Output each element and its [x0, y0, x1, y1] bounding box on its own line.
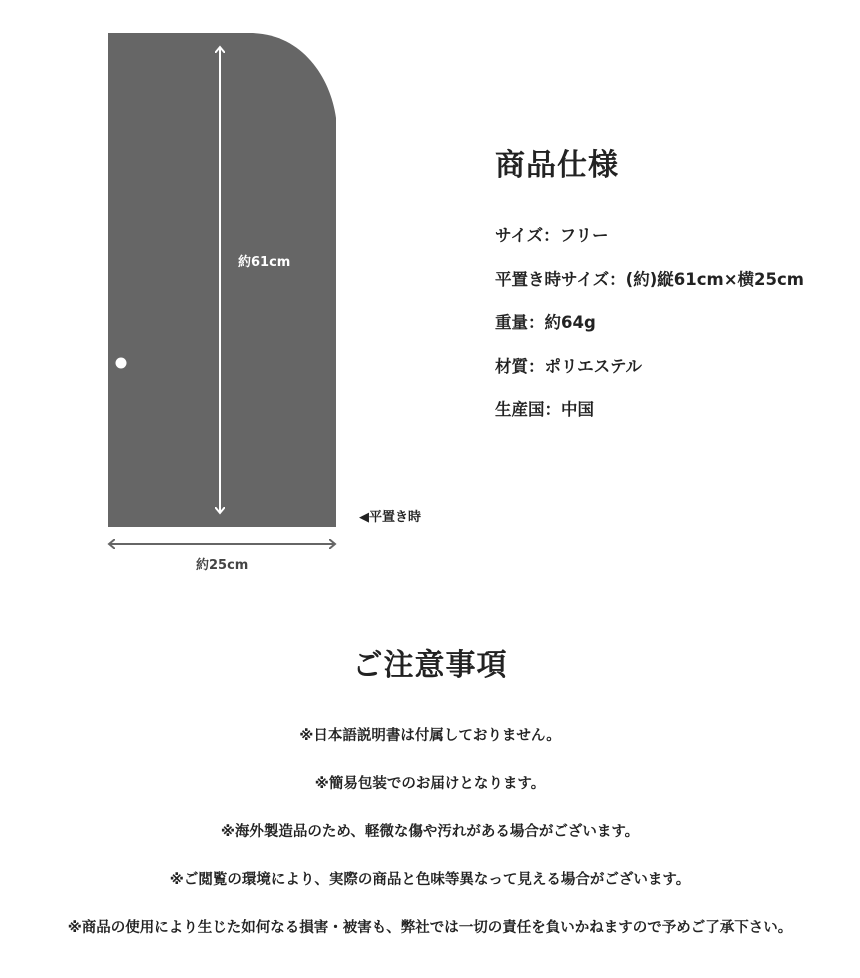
- note-item: ※海外製造品のため、軽微な傷や汚れがある場合がございます。: [220, 824, 640, 840]
- spec-list: [495, 222, 855, 440]
- product-figure: [0, 0, 460, 600]
- notes-title: ご注意事項: [352, 648, 508, 683]
- spec-item-flat-size: 平置き時サイズ：(約)縦61cm×横25cm: [495, 269, 804, 289]
- flat-state-label: ◀平置き時: [359, 510, 421, 525]
- spec-item-origin: 生産国：中国: [495, 400, 594, 419]
- height-label: 約61cm: [238, 255, 291, 270]
- width-label: 約25cm: [196, 558, 249, 573]
- note-item: ※簡易包装でのお届けとなります。: [314, 776, 546, 792]
- note-item: ※商品の使用により生じた如何なる損害・被害も、弊社では一切の責任を負いかねますので予めご了承下さい。: [67, 920, 793, 936]
- notes-section: [0, 640, 860, 964]
- spec-section: [495, 140, 855, 440]
- spec-item-size: サイズ：フリー: [495, 226, 609, 245]
- spec-item-material: 材質：ポリエステル: [495, 356, 643, 376]
- notes-list: [0, 724, 860, 964]
- note-item: ※ご閲覧の環境により、実際の商品と色味等異なって見える場合がございます。: [169, 872, 691, 888]
- product-shape: [108, 33, 336, 527]
- hanging-hole: [116, 358, 127, 369]
- spec-item-weight: 重量：約64g: [495, 313, 596, 332]
- note-item: ※日本語説明書は付属しておりません。: [299, 728, 561, 744]
- spec-title: 商品仕様: [495, 148, 619, 183]
